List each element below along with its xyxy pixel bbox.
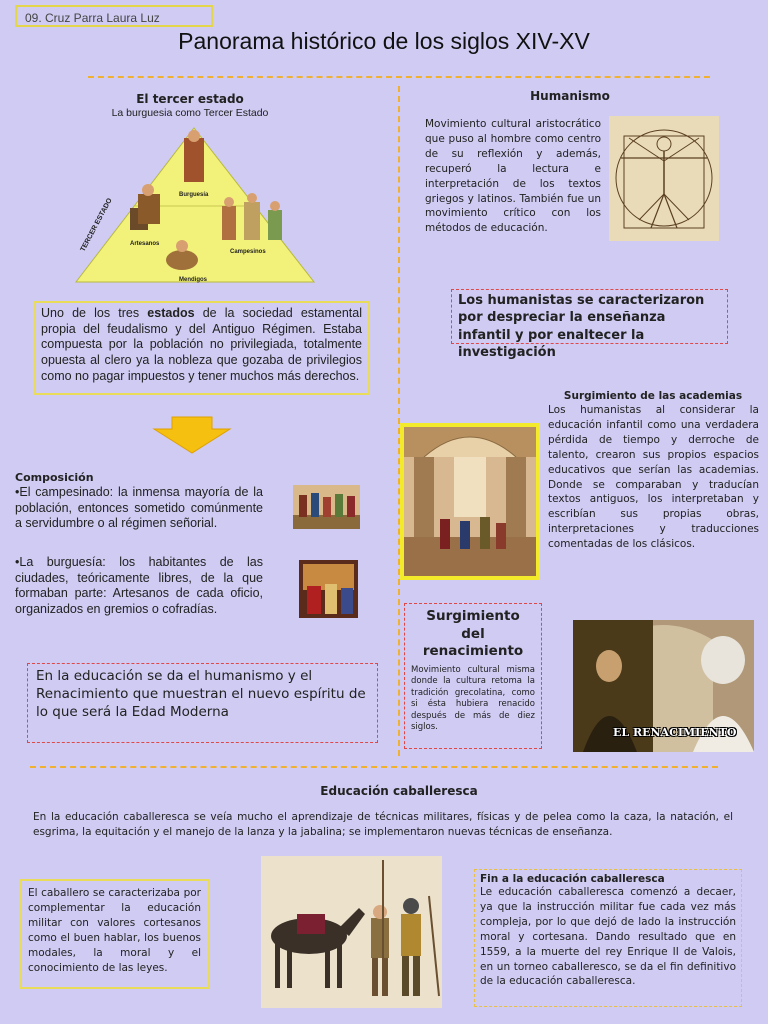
campesinos-figure (222, 193, 282, 240)
renacimiento-box (404, 603, 542, 749)
academias-title: Surgimiento de las academias (563, 390, 743, 402)
academy-fresco-image (400, 423, 540, 580)
humanismo-title: Humanismo (530, 89, 610, 103)
author-label: 09. Cruz Parra Laura Luz (15, 5, 213, 27)
bourgeoisie-image (299, 560, 358, 618)
tercer-estado-box: Uno de los tres estados de la sociedad estamental propia del feudalismo y del Antiguo Régimen. Estaba compuesta por la población no privilegiada, totalmente opuesta al clero ya la nobleza que gozaba de privilegios como no pagar impuestos y tener muchos más derechos. (33, 301, 370, 395)
composicion-campesinado: •El campesinado: la inmensa mayoría de la población, entonces sometido comúnmente a servidumbre o al régimen señorial. (15, 485, 263, 531)
pyramid-mendigos-label: Mendigos (179, 277, 207, 283)
academias-text: Los humanistas al considerar la educación infantil como una verdadera pérdida de tiempo y derroche de talento, crearon sus propios espacios educativos que serían las academias. Donde se comparaban y traducían textos antiguos, los interpretaban y escribían sus propias obras, interpretaciones y traducciones comentadas de los clásicos. (548, 404, 759, 551)
center-divider (398, 86, 400, 756)
humanistas-callout: Los humanistas se caracterizaron por despreciar la enseñanza infantil y por enaltecer la investigación (451, 289, 728, 344)
composicion-title: Composición (15, 471, 94, 484)
tercer-estado-title: El tercer estado (136, 92, 244, 106)
fin-text: Le educación caballeresca comenzó a decaer, ya que la instrucción militar fue cada vez más compleja, por lo que dejó de lado la instrucción moral y cortesana. Dando resultado que en 1559, a la muerte del rey Enrique II de Valois, en un torneo caballeresco, se da el fin definitivo de la educación caballeresca. (480, 886, 736, 988)
educacion-box: En la educación se da el humanismo y el Renacimiento que muestran el nuevo espíritu de lo que será la Edad Moderna (27, 663, 378, 743)
caballero-box: El caballero se caracterizaba por complementar la educación militar con valores cortesanos como el buen hablar, los buenos modales, la moral y el conocimiento de las leyes. (20, 879, 209, 989)
bottom-divider (30, 766, 718, 768)
renaissance-collage-image (573, 620, 754, 752)
knights-image (261, 856, 442, 1008)
renacimiento-text: Movimiento cultural misma donde la cultura retoma la tradición grecolatina, como si ésta hubiera renacido después de más de diez siglos. (411, 664, 535, 732)
caballeresca-intro: En la educación caballeresca se veía mucho el aprendizaje de técnicas militares, físicas y de pelea como la caza, la natación, el esgrima, la equitación y el manejo de la lanza y la jabalina; se implementaron nuevas técnicas de enseñanza. (33, 811, 733, 838)
fin-caballeresca-box (474, 869, 742, 1007)
pyramid-burguesia-label: Burguesía (179, 192, 209, 198)
pyramid-side-label: TERCER ESTADO (79, 197, 114, 253)
renaissance-caption: EL RENACIMIENTO (613, 726, 737, 739)
peasants-image (293, 485, 360, 529)
pyramid-artesanos-label: Artesanos (130, 241, 160, 247)
top-divider (88, 76, 710, 78)
pyramid-campesinos-label: Campesinos (230, 249, 266, 255)
vitruvian-man-image (609, 116, 719, 241)
page-title: Panorama histórico de los siglos XIV-XV (178, 28, 590, 54)
down-arrow-icon (150, 415, 234, 455)
tercer-estado-subtitle: La burguesia como Tercer Estado (111, 107, 269, 119)
renacimiento-title: Surgimiento del renacimiento (422, 608, 524, 660)
composicion-burguesia: •La burguesía: los habitantes de las ciudades, teóricamente libres, de la que formaban parte: Artesanos de cada oficio, organizados en gremios o cofradías. (15, 555, 263, 616)
caballeresca-title: Educación caballeresca (320, 784, 478, 798)
pyramid-diagram (72, 124, 320, 286)
humanismo-text: Movimiento cultural aristocrático que puso al hombre como centro de su reflexión y además, recuperó la lectura e interpretación de los textos griegos y latinos. También fue un movimiento crítico con los métodos de educación. (425, 118, 601, 235)
fin-title: Fin a la educación caballeresca (480, 873, 665, 885)
